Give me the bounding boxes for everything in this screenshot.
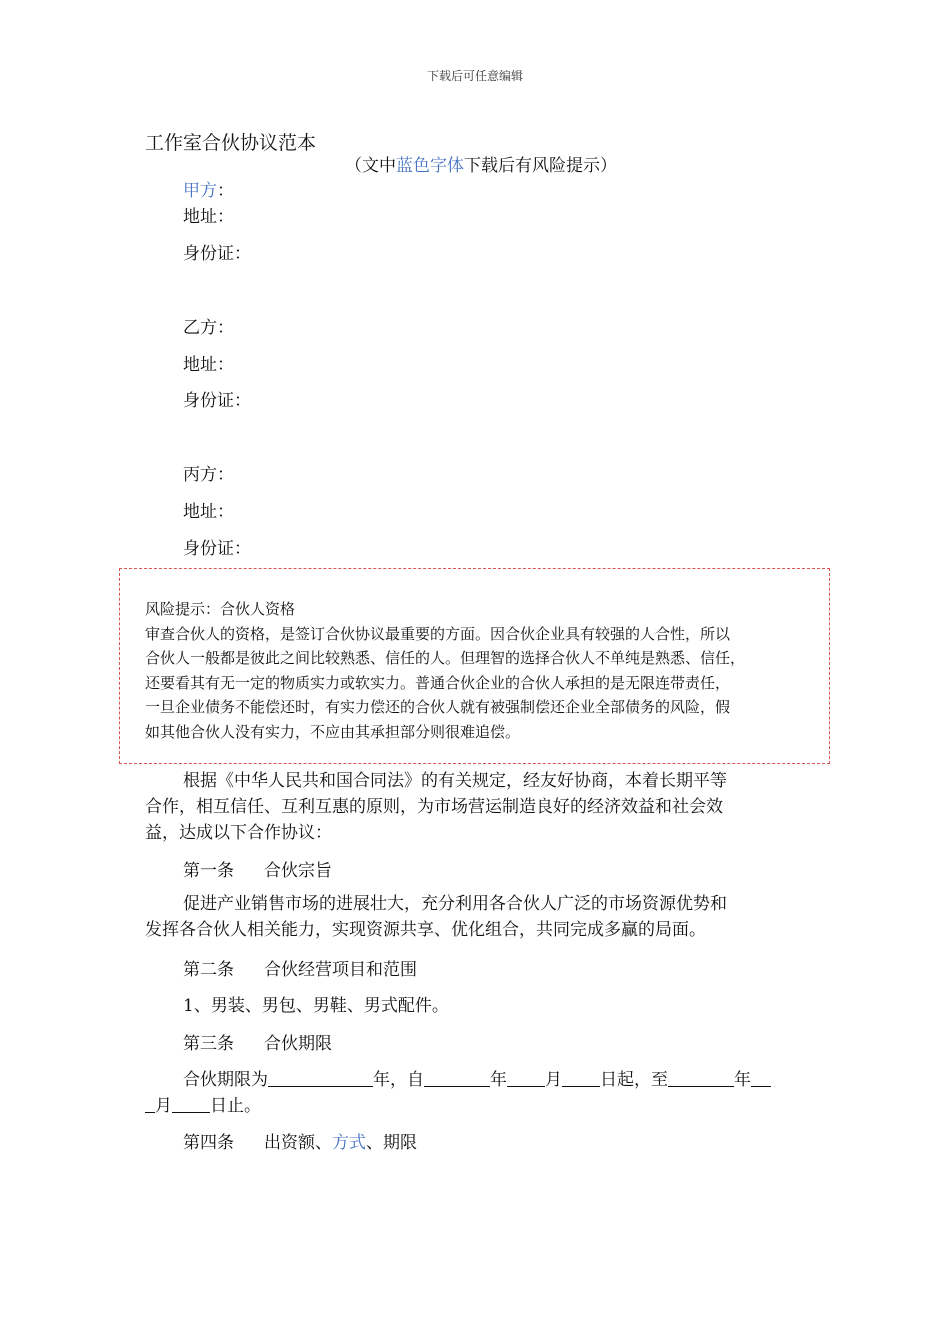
intro-paragraph bbox=[145, 768, 810, 846]
term-text: 月 bbox=[155, 1096, 172, 1116]
blank-start-month[interactable] bbox=[507, 1068, 545, 1087]
article-2-heading bbox=[183, 955, 417, 980]
article-1-body bbox=[145, 891, 810, 943]
article-1-heading bbox=[183, 856, 332, 881]
article-2-title: 合伙经营项目和范围 bbox=[264, 960, 417, 980]
party-b-label: 乙方： bbox=[183, 318, 234, 338]
party-c-address: 地址： bbox=[183, 502, 234, 522]
blank-end-month-part[interactable] bbox=[751, 1068, 771, 1087]
blank-end-year[interactable] bbox=[668, 1068, 734, 1087]
term-text: 合伙期限为 bbox=[183, 1070, 268, 1090]
article-3-term-line-2 bbox=[145, 1091, 261, 1116]
risk-line: 一旦企业债务不能偿还时，有实力偿还的合伙人就有被强制偿还企业全部债务的风险，假 bbox=[145, 698, 731, 716]
article-3-title: 合伙期限 bbox=[264, 1034, 332, 1054]
intro-line: 根据《中华人民共和国合同法》的有关规定，经友好协商，本着长期平等 bbox=[183, 771, 727, 791]
blank-duration[interactable] bbox=[268, 1068, 373, 1087]
party-b-address: 地址： bbox=[183, 355, 234, 375]
document-subtitle bbox=[345, 151, 617, 176]
document-title: 工作室合伙协议范本 bbox=[145, 132, 317, 154]
article-2-number: 第二条 bbox=[183, 960, 234, 980]
party-a-label-colon: ： bbox=[217, 181, 234, 201]
article-3-heading bbox=[183, 1029, 332, 1054]
risk-line: 审查合伙人的资格，是签订合伙协议最重要的方面。因合伙企业具有较强的人合性，所以 bbox=[145, 624, 731, 643]
blank-start-day[interactable] bbox=[562, 1068, 600, 1087]
blank-end-month-cont[interactable] bbox=[145, 1094, 155, 1113]
party-a-label bbox=[183, 176, 234, 201]
page-header: 下载后可任意编辑 bbox=[426, 69, 523, 83]
article-1-title: 合伙宗旨 bbox=[264, 861, 332, 881]
article-4-number: 第四条 bbox=[183, 1133, 234, 1153]
article-1-number: 第一条 bbox=[183, 861, 234, 881]
subtitle-pre: （文中 bbox=[345, 156, 396, 176]
term-text: 日止。 bbox=[210, 1096, 261, 1116]
article-4-title-post: 、期限 bbox=[366, 1133, 417, 1153]
party-c-id: 身份证： bbox=[183, 539, 251, 559]
term-text: 年 bbox=[490, 1070, 507, 1090]
article-3-number: 第三条 bbox=[183, 1034, 234, 1054]
party-a-label-blue: 甲方 bbox=[183, 181, 217, 201]
article-1-line: 发挥各合伙人相关能力，实现资源共享、优化组合，共同完成多赢的局面。 bbox=[145, 920, 706, 940]
article-4-title-blue: 方式 bbox=[332, 1133, 366, 1153]
article-4-heading bbox=[183, 1128, 417, 1153]
party-c-label: 丙方： bbox=[183, 465, 234, 485]
subtitle-post: 下载后有风险提示） bbox=[464, 156, 617, 176]
term-text: 日起，至 bbox=[600, 1070, 668, 1090]
subtitle-blue-text: 蓝色字体 bbox=[396, 156, 464, 176]
term-text: 年 bbox=[734, 1070, 751, 1090]
article-1-line: 促进产业销售市场的进展壮大，充分利用各合伙人广泛的市场资源优势和 bbox=[183, 894, 727, 914]
intro-line: 益，达成以下合作协议： bbox=[145, 823, 332, 843]
risk-notice-text bbox=[145, 597, 805, 744]
blank-end-day[interactable] bbox=[172, 1094, 210, 1113]
party-a-address: 地址： bbox=[183, 207, 234, 227]
term-text: 年，自 bbox=[373, 1070, 424, 1090]
party-b-id: 身份证： bbox=[183, 391, 251, 411]
risk-line: 还要看其有无一定的物质实力或软实力。普通合伙企业的合伙人承担的是无限连带责任， bbox=[145, 673, 731, 692]
article-4-title-pre: 出资额、 bbox=[264, 1133, 332, 1153]
intro-line: 合作，相互信任、互利互惠的原则，为市场营运制造良好的经济效益和社会效 bbox=[145, 797, 723, 817]
article-2-item: 1、男装、男包、男鞋、男式配件。 bbox=[183, 996, 449, 1016]
article-3-term-line-1 bbox=[183, 1065, 771, 1090]
term-text: 月 bbox=[545, 1070, 562, 1090]
risk-line: 合伙人一般都是彼此之间比较熟悉、信任的人。但理智的选择合伙人不单纯是熟悉、信任， bbox=[145, 649, 746, 667]
blank-start-year[interactable] bbox=[424, 1068, 490, 1087]
party-a-id: 身份证： bbox=[183, 244, 251, 264]
risk-notice-title: 风险提示：合伙人资格 bbox=[145, 600, 296, 618]
risk-line: 如其他合伙人没有实力，不应由其承担部分则很难追偿。 bbox=[145, 722, 521, 741]
